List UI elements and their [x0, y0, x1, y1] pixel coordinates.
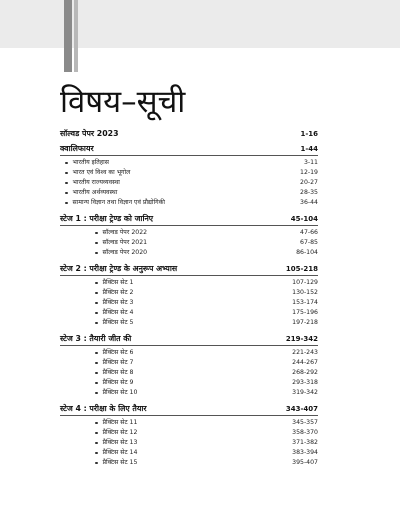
toc-item-row[interactable] — [60, 448, 318, 458]
toc-item-pages: 175-196 — [292, 309, 318, 317]
toc-item-pages: 47-66 — [300, 229, 318, 237]
bullet-icon — [95, 462, 98, 465]
toc-item-row[interactable] — [60, 308, 318, 318]
toc-heading-pages: 1-44 — [300, 145, 318, 153]
toc-section-solved-paper — [60, 128, 318, 140]
bullet-icon — [95, 422, 98, 425]
toc-item-pages: 86-104 — [296, 249, 318, 257]
toc-heading-label: स्टेज 4 : परीक्षा के लिए तैयार — [60, 404, 147, 413]
toc-item-label: भारत एवं विश्व का भूगोल — [72, 169, 131, 176]
toc-heading-pages: 219-342 — [285, 335, 318, 343]
toc-heading-pages: 45-104 — [290, 215, 318, 223]
toc-heading-label: स्टेज 1 : परीक्षा ट्रेण्ड को जानिए — [60, 214, 154, 223]
toc-item-label: भारतीय इतिहास — [72, 159, 109, 166]
toc-heading-row[interactable] — [60, 263, 318, 276]
toc-item-row[interactable] — [60, 438, 318, 448]
toc-heading-label: क्वालिफायर — [60, 144, 94, 153]
bullet-icon — [95, 452, 98, 455]
bullet-icon — [95, 232, 98, 235]
header-band — [0, 0, 400, 48]
toc-item-row[interactable] — [60, 198, 318, 208]
toc-item-row[interactable] — [60, 428, 318, 438]
toc-item-row[interactable] — [60, 248, 318, 258]
toc-item-pages: 130-152 — [292, 289, 318, 297]
toc-heading-row[interactable] — [60, 128, 318, 140]
bullet-icon — [95, 362, 98, 365]
toc-item-row[interactable] — [60, 238, 318, 248]
bullet-icon — [95, 312, 98, 315]
toc-item-label: प्रैक्टिस सेट 9 — [102, 379, 134, 386]
bullet-icon — [65, 192, 68, 195]
toc-item-label: प्रैक्टिस सेट 2 — [102, 289, 134, 296]
toc-section-stage-3 — [60, 333, 318, 398]
toc-section-stage-1 — [60, 213, 318, 258]
toc-item-pages: 3-11 — [303, 159, 318, 167]
bullet-icon — [65, 162, 68, 165]
toc-item-pages: 395-407 — [292, 459, 318, 467]
bullet-icon — [95, 252, 98, 255]
toc-item-pages: 28-35 — [300, 189, 318, 197]
bullet-icon — [95, 242, 98, 245]
toc-item-row[interactable] — [60, 188, 318, 198]
toc-item-pages: 371-382 — [292, 439, 318, 447]
toc-item-label: प्रैक्टिस सेट 15 — [102, 459, 138, 466]
toc-heading-pages: 105-218 — [285, 265, 318, 273]
bullet-icon — [65, 172, 68, 175]
bullet-icon — [95, 322, 98, 325]
toc-item-row[interactable] — [60, 228, 318, 238]
toc-heading-pages: 1-16 — [300, 130, 318, 138]
toc-heading-row[interactable] — [60, 403, 318, 416]
bullet-icon — [65, 182, 68, 185]
toc-item-row[interactable] — [60, 368, 318, 378]
bullet-icon — [95, 442, 98, 445]
toc-item-label: सॉल्वड पेपर 2022 — [102, 229, 148, 236]
toc-item-pages: 358-370 — [292, 429, 318, 437]
toc-heading-label: स्टेज 3 : तैयारी जीत की — [60, 334, 132, 343]
toc-item-label: सॉल्वड पेपर 2021 — [102, 239, 148, 246]
bullet-icon — [95, 372, 98, 375]
toc-item-row[interactable] — [60, 278, 318, 288]
toc-heading-row[interactable] — [60, 213, 318, 226]
toc-item-pages: 67-85 — [300, 239, 318, 247]
toc-heading-label: स्टेज 2 : परीक्षा ट्रेण्ड के अनुरूप अभ्यास — [60, 264, 178, 273]
toc-item-pages: 153-174 — [292, 299, 318, 307]
toc-item-label: प्रैक्टिस सेट 5 — [102, 319, 134, 326]
toc-item-pages: 197-218 — [292, 319, 318, 327]
table-of-contents — [60, 128, 318, 473]
toc-item-label: प्रैक्टिस सेट 10 — [102, 389, 138, 396]
toc-heading-pages: 343-407 — [285, 405, 318, 413]
toc-item-label: प्रैक्टिस सेट 12 — [102, 429, 138, 436]
toc-heading-row[interactable] — [60, 143, 318, 156]
decorative-bar-light — [74, 0, 78, 72]
bullet-icon — [95, 302, 98, 305]
toc-item-pages: 36-44 — [300, 199, 318, 207]
bullet-icon — [95, 292, 98, 295]
toc-item-pages: 345-357 — [292, 419, 318, 427]
toc-item-pages: 319-342 — [292, 389, 318, 397]
toc-item-label: सॉल्वड पेपर 2020 — [102, 249, 148, 256]
decorative-bar-dark — [64, 0, 72, 72]
toc-heading-label: सॉल्वड पेपर 2023 — [60, 129, 119, 138]
toc-item-row[interactable] — [60, 288, 318, 298]
toc-item-label: भारतीय अर्थव्यवस्था — [72, 189, 118, 196]
toc-item-label: प्रैक्टिस सेट 13 — [102, 439, 138, 446]
toc-item-label: सामान्य विज्ञान तथा विज्ञान एवं प्रौद्योगिकी — [72, 199, 165, 206]
toc-item-row[interactable] — [60, 458, 318, 468]
toc-heading-row[interactable] — [60, 333, 318, 346]
toc-item-pages: 12-19 — [300, 169, 318, 177]
toc-item-label: प्रैक्टिस सेट 3 — [102, 299, 134, 306]
toc-item-label: प्रैक्टिस सेट 4 — [102, 309, 134, 316]
bullet-icon — [95, 382, 98, 385]
toc-item-label: प्रैक्टिस सेट 8 — [102, 369, 134, 376]
toc-item-label: प्रैक्टिस सेट 14 — [102, 449, 138, 456]
toc-item-row[interactable] — [60, 348, 318, 358]
toc-section-stage-2 — [60, 263, 318, 328]
toc-item-label: भारतीय राज्यव्यवस्था — [72, 179, 120, 186]
page-title: विषय–सूची — [60, 84, 186, 120]
toc-item-row[interactable] — [60, 378, 318, 388]
toc-item-pages: 268-292 — [292, 369, 318, 377]
toc-item-row[interactable] — [60, 168, 318, 178]
toc-item-pages: 107-129 — [292, 279, 318, 287]
toc-item-row[interactable] — [60, 158, 318, 168]
toc-item-pages: 293-318 — [292, 379, 318, 387]
toc-item-pages: 221-243 — [292, 349, 318, 357]
bullet-icon — [95, 432, 98, 435]
bullet-icon — [95, 282, 98, 285]
toc-item-label: प्रैक्टिस सेट 7 — [102, 359, 134, 366]
toc-section-qualifier — [60, 143, 318, 208]
toc-item-label: प्रैक्टिस सेट 1 — [102, 279, 134, 286]
toc-item-label: प्रैक्टिस सेट 11 — [102, 419, 138, 426]
toc-item-row[interactable] — [60, 298, 318, 308]
toc-item-row[interactable] — [60, 318, 318, 328]
toc-item-pages: 20-27 — [300, 179, 318, 187]
toc-item-pages: 244-267 — [292, 359, 318, 367]
toc-item-row[interactable] — [60, 388, 318, 398]
bullet-icon — [95, 392, 98, 395]
bullet-icon — [65, 202, 68, 205]
toc-section-stage-4 — [60, 403, 318, 468]
toc-item-row[interactable] — [60, 178, 318, 188]
toc-item-row[interactable] — [60, 418, 318, 428]
toc-item-row[interactable] — [60, 358, 318, 368]
toc-item-label: प्रैक्टिस सेट 6 — [102, 349, 134, 356]
bullet-icon — [95, 352, 98, 355]
toc-item-pages: 383-394 — [292, 449, 318, 457]
